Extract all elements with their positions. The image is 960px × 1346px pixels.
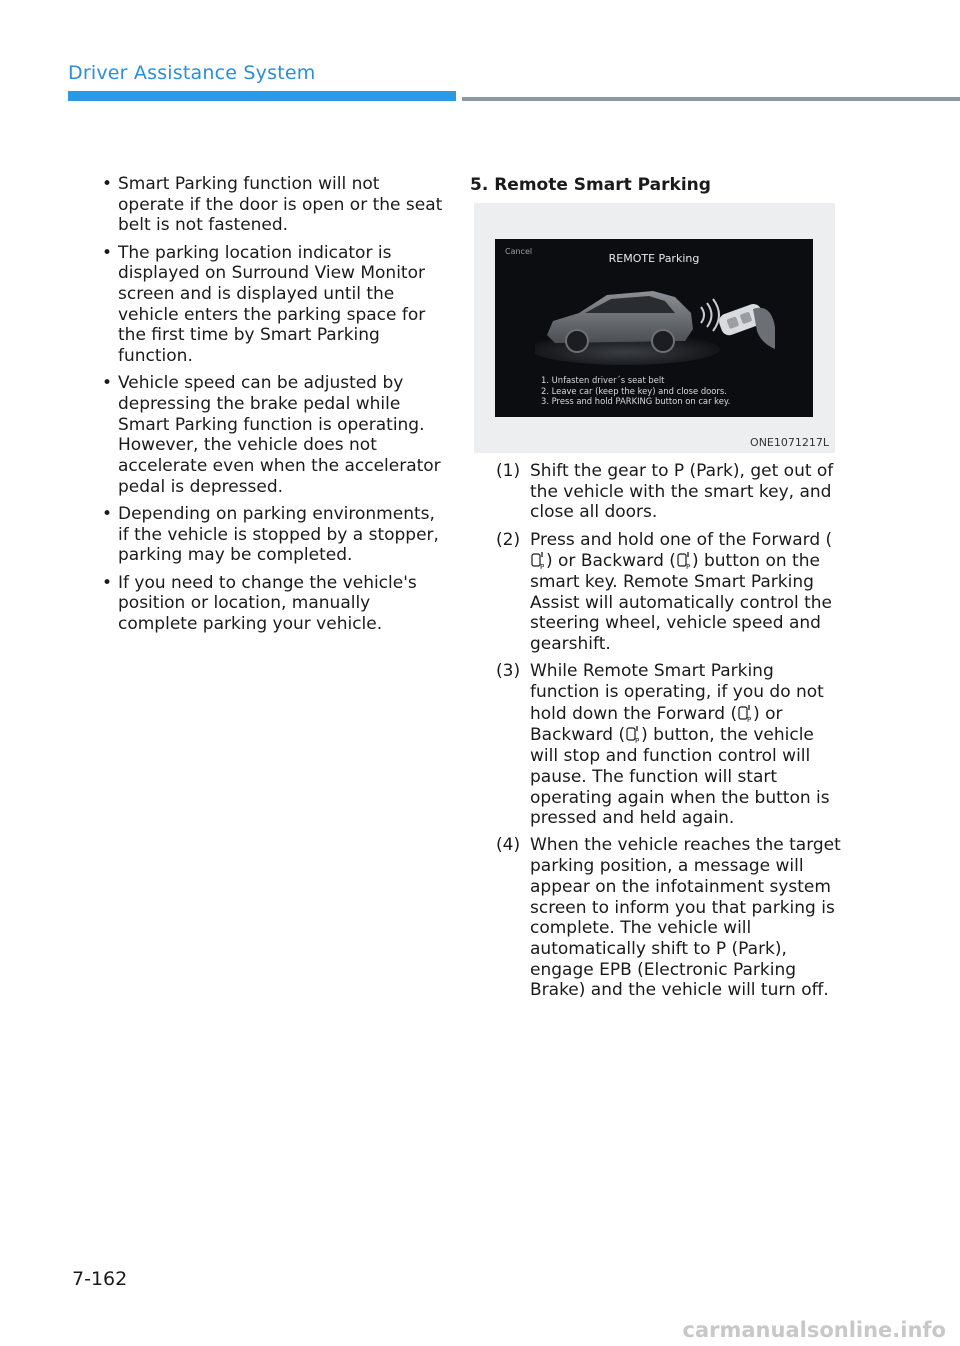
- bullet-text: Smart Parking function will not operate if the door is open or the seat belt is not fastened.: [118, 174, 443, 236]
- parking-forward-key-icon: [738, 703, 752, 723]
- list-item: [100, 573, 445, 635]
- figure-code: ONE1071217L: [750, 436, 829, 449]
- caution-bullet-list: [100, 174, 445, 635]
- svg-text:P: P: [635, 737, 640, 745]
- step-number: (4): [496, 835, 521, 856]
- left-column: [100, 174, 445, 641]
- procedure-step: [496, 530, 841, 655]
- page-number: 7-162: [72, 1268, 128, 1290]
- procedure-step: [496, 661, 841, 829]
- step-text: Press and hold one of the Forward (: [530, 529, 833, 550]
- parking-instructions: [541, 375, 730, 407]
- procedure-step: [496, 461, 841, 523]
- step-text: ) button, the vehicle will stop and function control will pause. The function will start operating again when the button is pressed and held again.: [530, 725, 830, 829]
- step-number: (1): [496, 461, 521, 481]
- svg-text:P: P: [747, 715, 752, 723]
- page-section-title: Driver Assistance System: [68, 62, 316, 84]
- bullet-mark: •: [102, 572, 113, 593]
- step-text: ) or Backward (: [546, 551, 676, 572]
- list-item: [100, 243, 445, 367]
- step-number: (3): [496, 661, 521, 682]
- procedure-steps: [496, 461, 841, 1008]
- svg-text:P: P: [685, 563, 691, 571]
- bullet-text: If you need to change the vehicle's position or location, manually complete parking your vehicle.: [118, 572, 417, 635]
- right-column-heading: [470, 174, 850, 196]
- remote-parking-figure: [474, 203, 835, 453]
- list-item: [100, 504, 445, 566]
- watermark: carmanualsonline.info: [682, 1318, 946, 1342]
- instruction-line: 3. Press and hold PARKING button on car key.: [541, 396, 731, 406]
- parking-backward-key-icon: [677, 550, 691, 570]
- instruction-line: 2. Leave car (keep the key) and close doors.: [541, 385, 727, 396]
- bullet-mark: •: [102, 504, 113, 525]
- car-and-key-illustration: [535, 269, 775, 369]
- bullet-mark: •: [102, 242, 113, 263]
- bullet-text: Depending on parking environments, if the vehicle is stopped by a stopper, parking may be completed.: [118, 504, 439, 566]
- bullet-mark: •: [102, 174, 113, 194]
- step-text: When the vehicle reaches the target parking position, a message will appear on the infotainment system screen to inform you that parking is complete. The vehicle will automatically shift to P (Park), engage EPB (Electronic Parking Brake) and the vehicle will turn off.: [530, 835, 841, 1001]
- bullet-mark: •: [102, 373, 113, 394]
- header-accent-bar: [68, 91, 456, 101]
- parking-backward-key-icon: [626, 724, 640, 744]
- screen-title: REMOTE Parking: [608, 252, 700, 265]
- step-text: ) or Backward (: [530, 703, 783, 746]
- header-divider-bar: [462, 97, 960, 101]
- infotainment-screen: [495, 239, 813, 417]
- list-item: [100, 174, 445, 236]
- svg-text:P: P: [540, 563, 545, 571]
- cancel-label: Cancel: [505, 247, 533, 256]
- step-text: ) button on the smart key. Remote Smart Parking Assist will automatically control the steering wheel, vehicle speed and gearshift.: [530, 551, 832, 655]
- bullet-text: Vehicle speed can be adjusted by depressing the brake pedal while Smart Parking function is operating. However, the vehicle does not accelerate even when the accelerator pedal is depressed.: [118, 373, 441, 497]
- bullet-text: The parking location indicator is displayed on Surround View Monitor screen and is displayed until the vehicle enters the parking space for the first time by Smart Parking function.: [118, 242, 426, 367]
- procedure-step: [496, 835, 841, 1001]
- section-heading: 5. Remote Smart Parking: [470, 175, 711, 195]
- step-text: While Remote Smart Parking function is operating, if you do not hold down the Forward (: [530, 661, 824, 724]
- step-text: Shift the gear to P (Park), get out of the vehicle with the smart key, and close all doors.: [530, 461, 834, 523]
- list-item: [100, 373, 445, 497]
- parking-forward-key-icon: [531, 550, 545, 570]
- instruction-line: 1. Unfasten driver´s seat belt: [541, 375, 665, 385]
- step-number: (2): [496, 529, 521, 550]
